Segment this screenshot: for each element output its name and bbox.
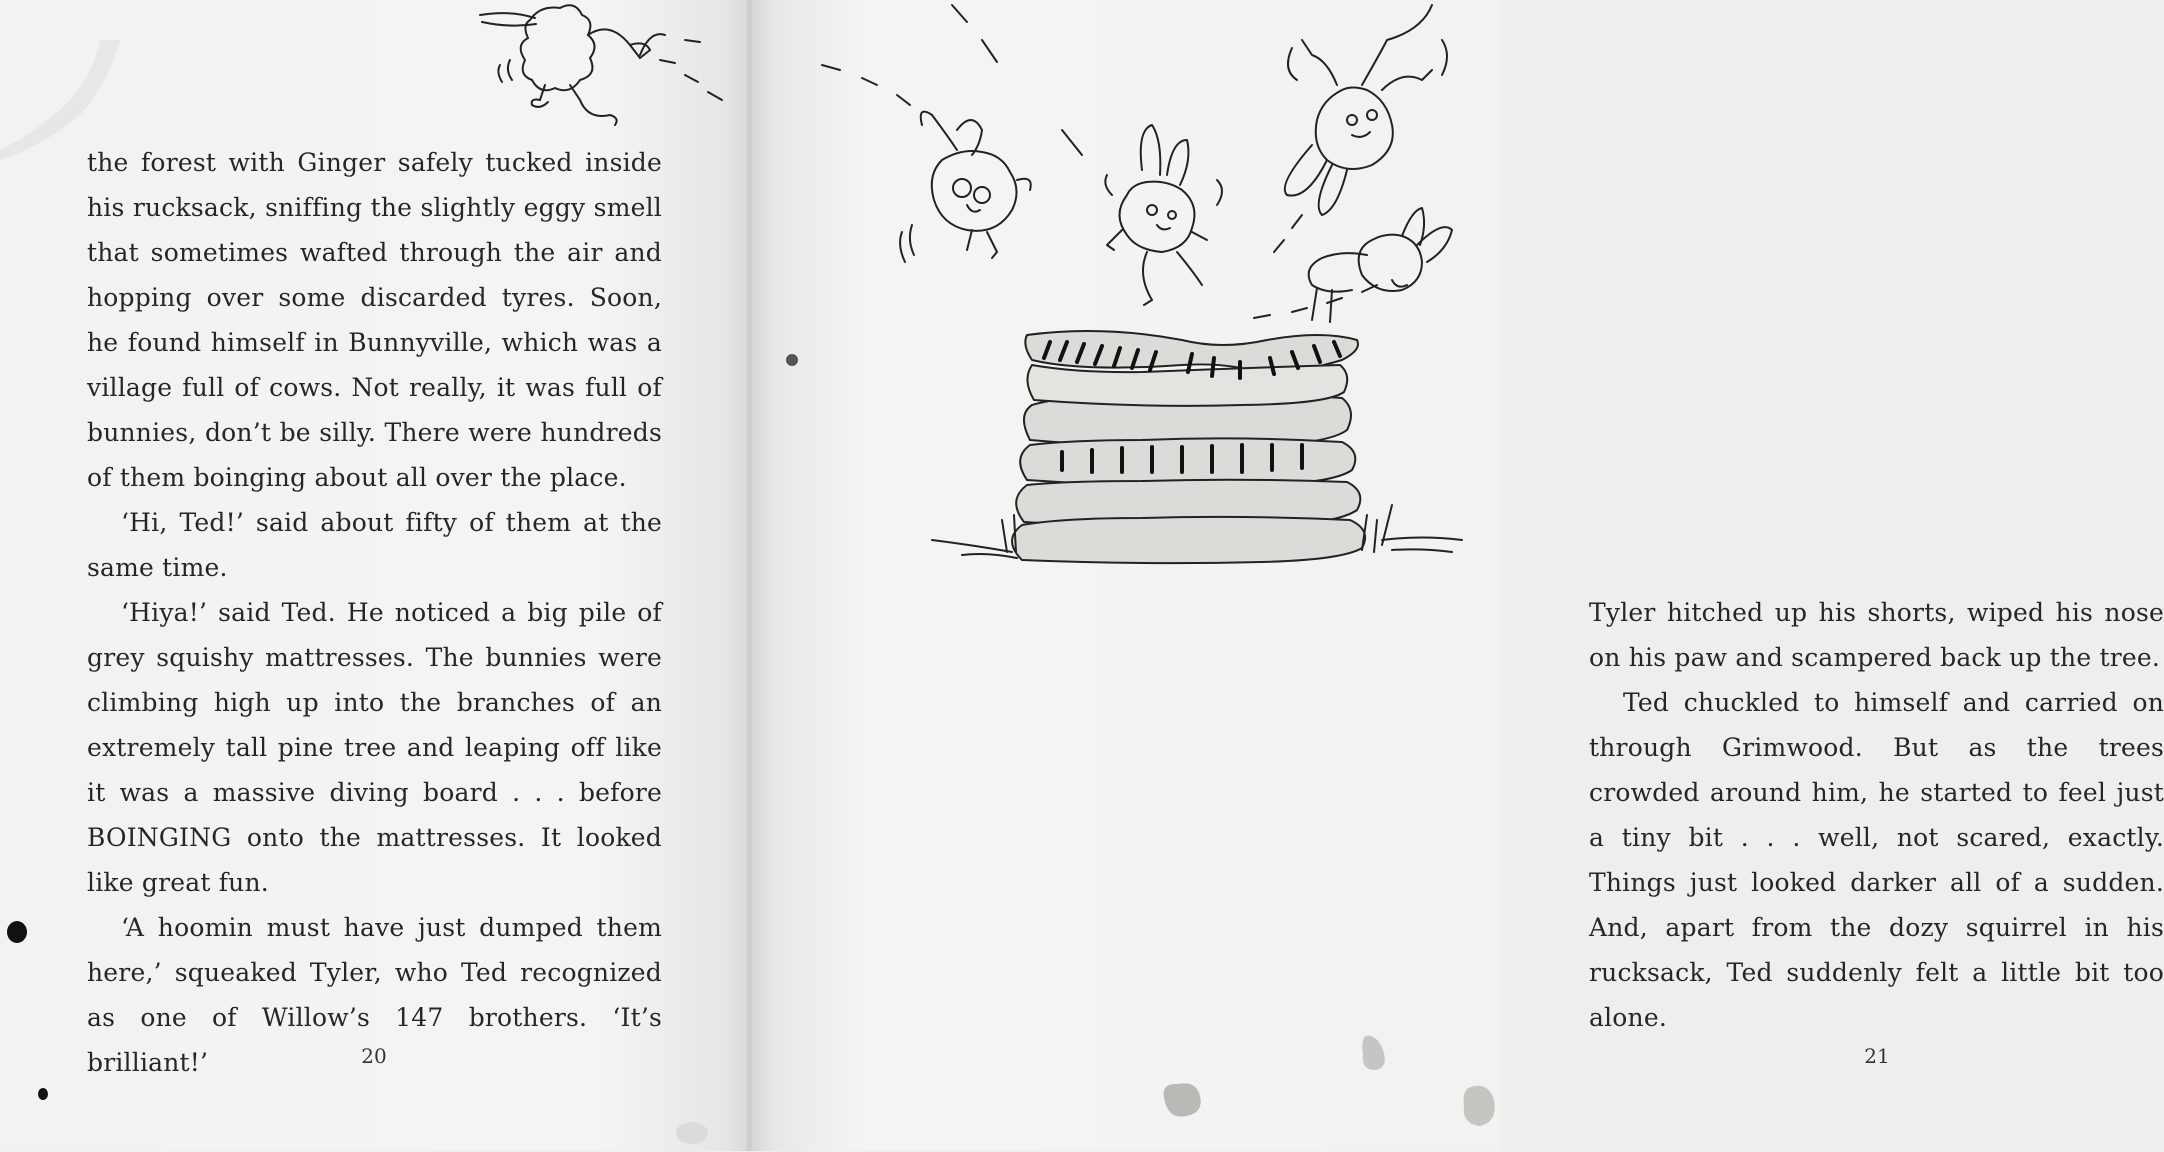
paper-stain <box>1156 1078 1206 1126</box>
paragraph: ‘Hi, Ted!’ said about fifty of them at the same time. <box>87 508 662 582</box>
ink-blot <box>36 1086 50 1105</box>
paper-stain <box>672 1118 712 1152</box>
bunny-drawing <box>1309 208 1452 322</box>
paper-stain <box>1458 1080 1500 1134</box>
paragraph: Tyler hitched up his shorts, wiped his nose on his paw and scampered back up the tree. <box>1589 598 2164 672</box>
page-number: 20 <box>361 1044 387 1068</box>
ink-blot <box>6 920 30 948</box>
bunnies-mattress-illustration <box>822 0 1482 580</box>
right-page <box>752 0 2164 1151</box>
right-page-text <box>1589 590 2164 1040</box>
paper-stain <box>1357 1032 1391 1078</box>
bunny-drawing <box>900 112 1031 262</box>
left-page-text <box>87 140 662 1085</box>
paragraph: ‘Hiya!’ said Ted. He noticed a big pile of grey squishy mattresses. The bunnies were climbing high up into the branches of an extremely tall pine tree and leaping off like it was a massive diving board . . . before BOINGING onto the mattresses. It looked like great fun. <box>87 598 662 897</box>
bunny-drawing <box>1285 5 1447 215</box>
ink-blot <box>784 352 800 372</box>
bunny-drawing <box>1105 125 1222 305</box>
page-number: 21 <box>1864 1044 1890 1068</box>
paragraph: Ted chuckled to himself and carried on through Grimwood. But as the trees crowded around him, he started to feel just a tiny bit . . . well, not scared, exactly. Things just looked darker all of a sudden. And, apart from the dozy squirrel in his rucksack, Ted suddenly felt a little bit too alone. <box>1589 688 2164 1032</box>
paragraph: ‘A hoomin must have just dumped them here,’ squeaked Tyler, who Ted recognized as one of Willow’s 147 brothers. ‘It’s brilliant!’ <box>87 913 662 1077</box>
bunny-illustration-left <box>470 0 740 140</box>
paragraph: the forest with Ginger safely tucked inside his rucksack, sniffing the slightly eggy smell that sometimes wafted through the air and hopping over some discarded tyres. Soon, he found himself in Bunnyville, which was a village full of cows. Not really, it was full of bunnies, don’t be silly. There were hundreds of them boinging about all over the place. <box>87 148 662 492</box>
left-page <box>0 0 748 1151</box>
